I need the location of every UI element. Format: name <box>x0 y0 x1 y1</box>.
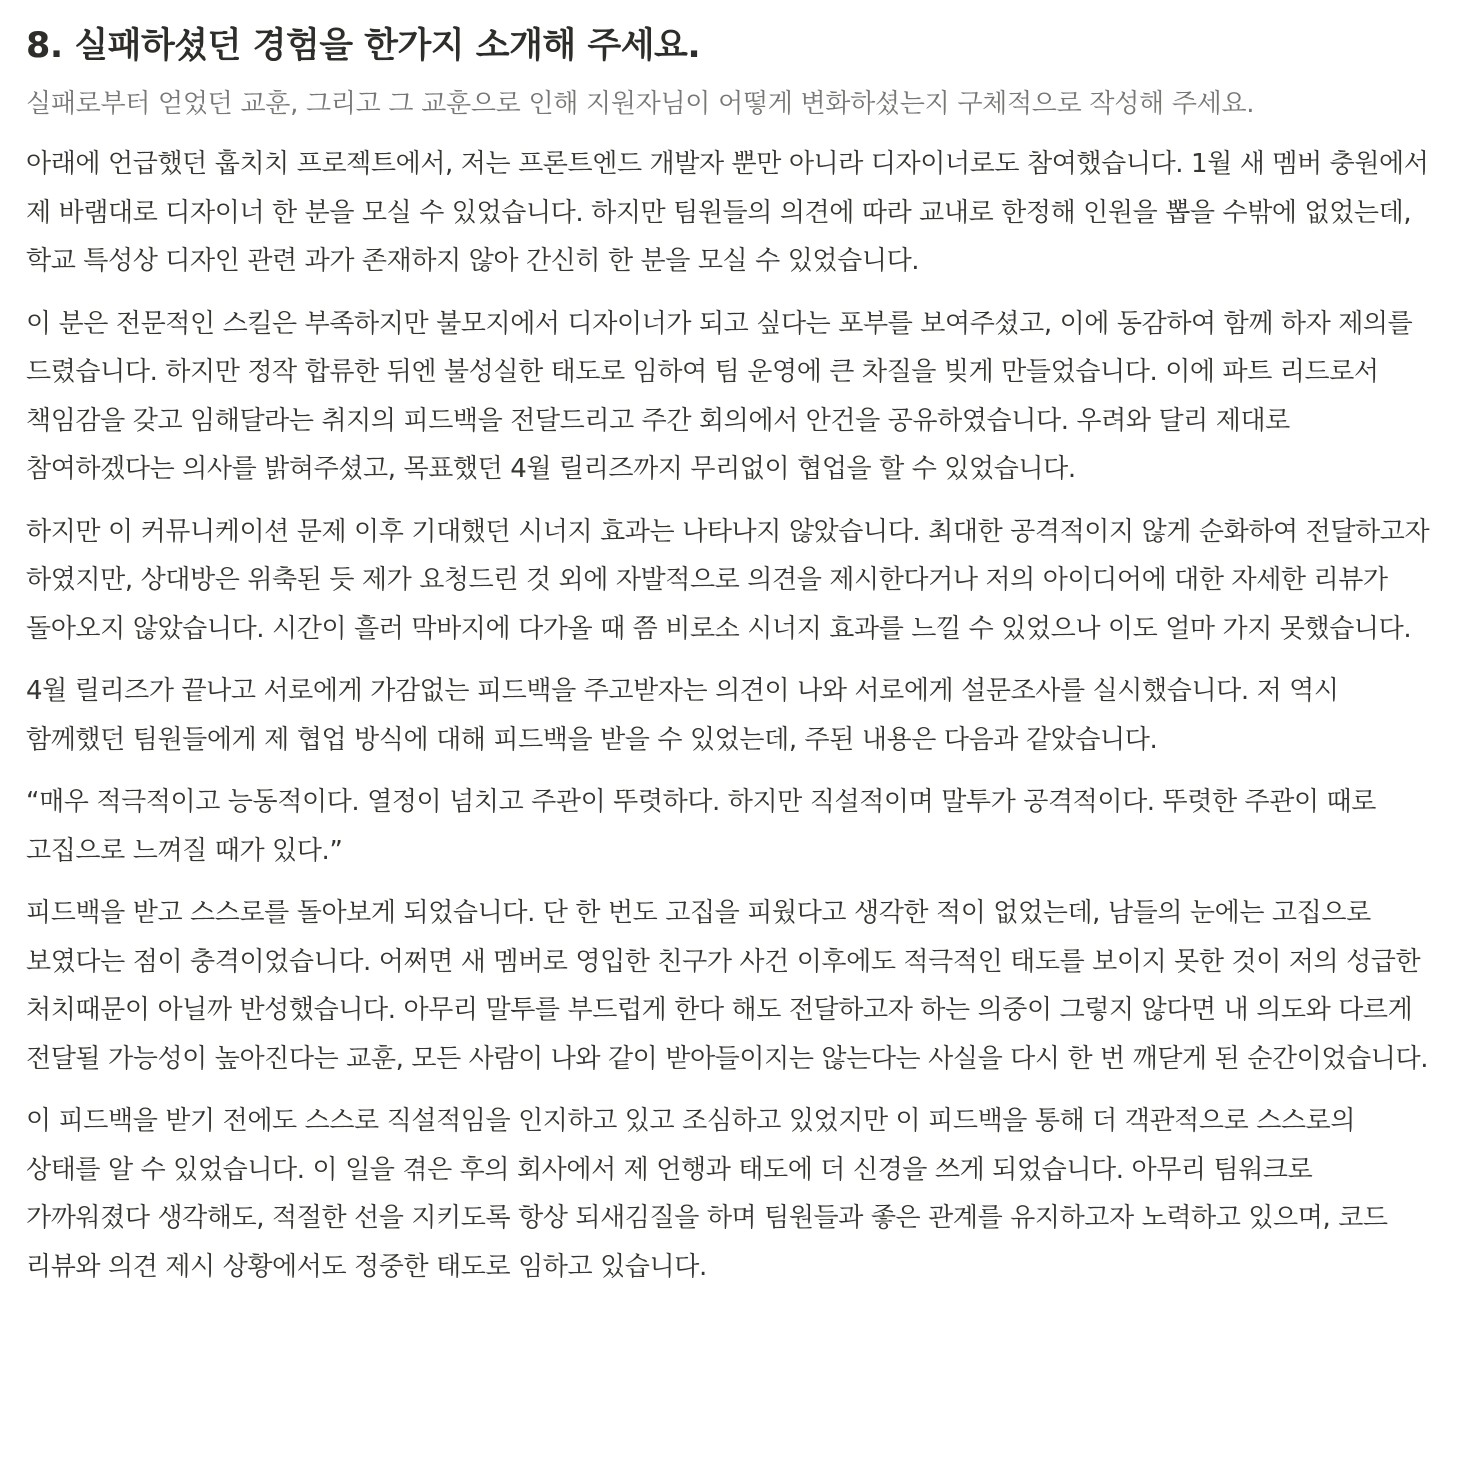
answer-paragraph-3: 하지만 이 커뮤니케이션 문제 이후 기대했던 시너지 효과는 나타나지 않았습니다. 최대한 공격적이지 않게 순화하여 전달하고자 하였지만, 상대방은 위축된 듯 제가 요청드린 것 외에 자발적으로 의견을 제시한다거나 저의 아이디어에 대한 자세한 리뷰가 돌아오지 않았습니다. 시간이 흘러 막바지에 다가올 때 쯤 비로소 시너지 효과를 느낄 수 있었으나 이도 얼마 가지 못했습니다. <box>26 516 1430 644</box>
question-subtitle: 실패로부터 얻었던 교훈, 그리고 그 교훈으로 인해 지원자님이 어떻게 변화하셨는지 구체적으로 작성해 주세요. <box>26 89 1255 119</box>
answer-paragraph-2: 이 분은 전문적인 스킬은 부족하지만 불모지에서 디자이너가 되고 싶다는 포부를 보여주셨고, 이에 동감하여 함께 하자 제의를 드렸습니다. 하지만 정작 합류한 뒤엔 불성실한 태도로 임하여 팀 운영에 큰 차질을 빚게 만들었습니다. 이에 파트 리드로서 책임감을 갖고 임해달라는 취지의 피드백을 전달드리고 주간 회의에서 안건을 공유하였습니다. 우려와 달리 제대로 참여하겠다는 의사를 밝혀주셨고, 목표했던 4월 릴리즈까지 무리없이 협업을 할 수 있었습니다. <box>26 308 1413 484</box>
answer-paragraph-7: 이 피드백을 받기 전에도 스스로 직설적임을 인지하고 있고 조심하고 있었지만 이 피드백을 통해 더 객관적으로 스스로의 상태를 알 수 있었습니다. 이 일을 겪은 후의 회사에서 제 언행과 태도에 더 신경을 쓰게 되었습니다. 아무리 팀워크로 가까워졌다 생각해도, 적절한 선을 지키도록 항상 되새김질을 하며 팀원들과 좋은 관계를 유지하고자 노력하고 있으며, 코드 리뷰와 의견 제시 상황에서도 정중한 태도로 임하고 있습니다. <box>26 1106 1388 1282</box>
feedback-quote: “매우 적극적이고 능동적이다. 열정이 넘치고 주관이 뚜렷하다. 하지만 직설적이며 말투가 공격적이다. 뚜렷한 주관이 때로 고집으로 느껴질 때가 있다.” <box>26 787 1376 866</box>
question-title: 8. 실패하셨던 경험을 한가지 소개해 주세요. <box>26 26 701 66</box>
answer-paragraph-4: 4월 릴리즈가 끝나고 서로에게 가감없는 피드백을 주고받자는 의견이 나와 서로에게 설문조사를 실시했습니다. 저 역시 함께했던 팀원들에게 제 협업 방식에 대해 피드백을 받을 수 있었는데, 주된 내용은 다음과 같았습니다. <box>26 676 1339 755</box>
answer-paragraph-1: 아래에 언급했던 훕치치 프로젝트에서, 저는 프론트엔드 개발자 뿐만 아니라 디자이너로도 참여했습니다. 1월 새 멤버 충원에서 제 바램대로 디자이너 한 분을 모실 수 있었습니다. 하지만 팀원들의 의견에 따라 교내로 한정해 인원을 뽑을 수밖에 없었는데, 학교 특성상 디자인 관련 과가 존재하지 않아 간신히 한 분을 모실 수 있었습니다. <box>26 149 1429 276</box>
answer-paragraph-6: 피드백을 받고 스스로를 돌아보게 되었습니다. 단 한 번도 고집을 피웠다고 생각한 적이 없었는데, 남들의 눈에는 고집으로 보였다는 점이 충격이었습니다. 어쩌면 새 멤버로 영입한 친구가 사건 이후에도 적극적인 태도를 보이지 못한 것이 저의 성급한 처치때문이 아닐까 반성했습니다. 아무리 말투를 부드럽게 한다 해도 전달하고자 하는 의중이 그렇지 않다면 내 의도와 다르게 전달될 가능성이 높아진다는 교훈, 모든 사람이 나와 같이 받아들이지는 않는다는 사실을 다시 한 번 깨닫게 된 순간이었습니다. <box>26 898 1429 1074</box>
